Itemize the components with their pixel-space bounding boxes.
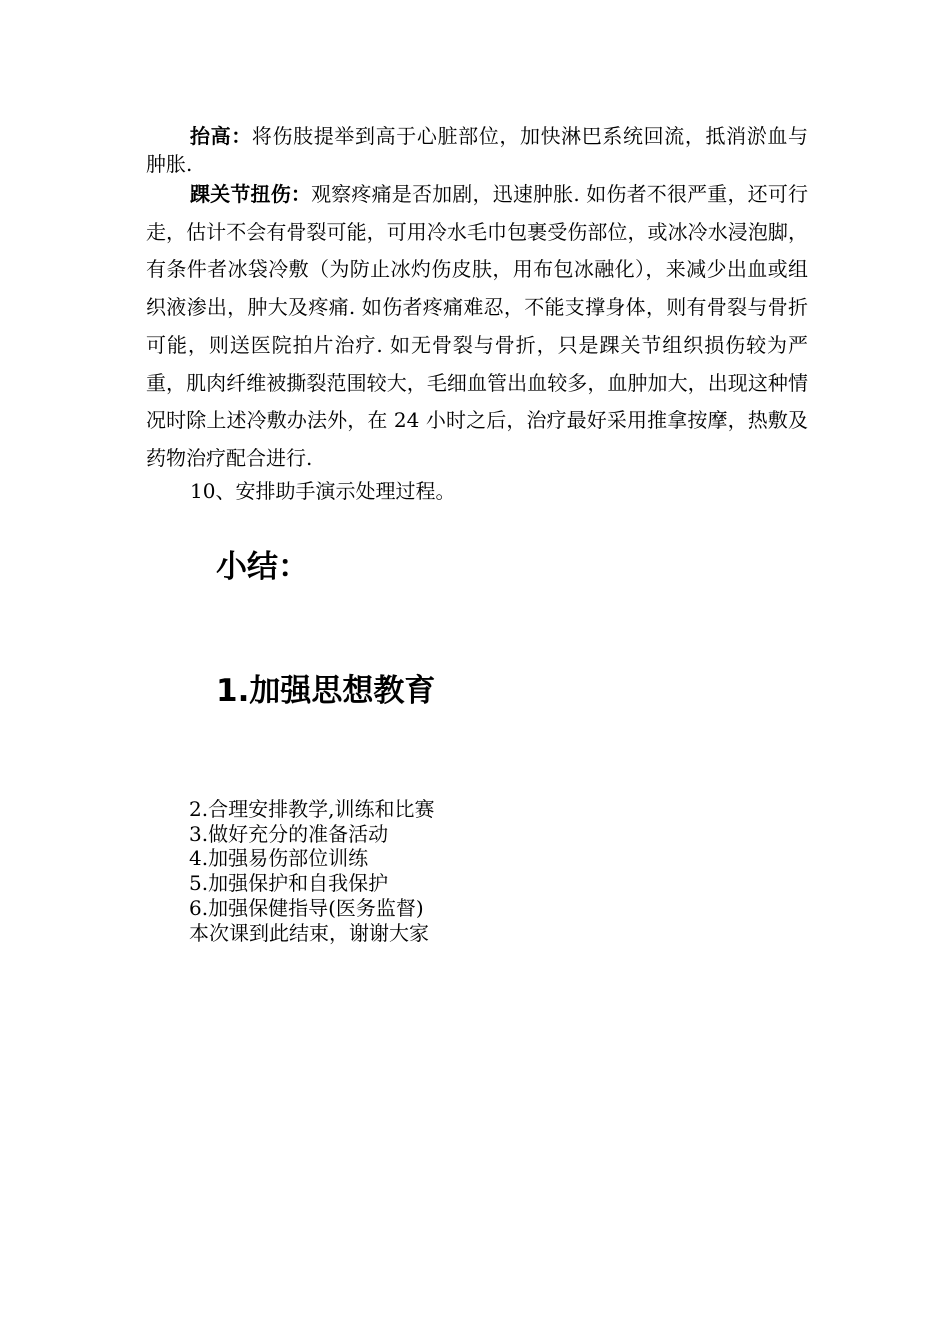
ankle-sprain-lead: 踝关节扭伤： [190, 182, 312, 206]
elevation-paragraph [146, 122, 808, 178]
first-point-heading: 1.加强思想教育 [216, 673, 436, 709]
list-item: 3.做好充分的准备活动 [189, 821, 389, 846]
elevation-text: 将伤肢提举到高于心脏部位，加快淋巴系统回流，抵消淤血与肿胀. [146, 124, 809, 176]
summary-points-list [189, 797, 434, 945]
ankle-sprain-paragraph [146, 176, 808, 478]
closing-line: 本次课到此结束，谢谢大家 [189, 920, 429, 945]
list-item: 2.合理安排教学,训练和比赛 [189, 797, 435, 821]
ankle-sprain-text: 观察疼痛是否加剧，迅速肿胀. 如伤者不很严重，还可行走，估计不会有骨裂可能，可用冷水毛巾包裹受伤部位，或冰冷水浸泡脚，有条件者冰袋冷敷（为防止冰灼伤皮肤，用布包冰融化），来减少出血或组织液渗出，肿大及疼痛. 如伤者疼痛难忍，不能支撑身体，则有骨裂与骨折可能，则送医院拍片治疗. 如无骨裂与骨折，只是踝关节组织损伤较为严重，肌肉纤维被撕裂范围较大，毛细血管出血较多，血肿加大，出现这种情况时除上述冷敷办法外，在 24 小时之后，治疗最好采用推拿按摩，热敷及药物治疗配合进行. [146, 182, 809, 470]
list-item: 6.加强保健指导(医务监督) [189, 895, 424, 920]
summary-heading: 小结： [216, 549, 309, 585]
elevation-lead: 抬高： [190, 124, 252, 148]
list-item: 4.加强易伤部位训练 [189, 846, 369, 871]
step-10-paragraph: 10、安排助手演示处理过程。 [190, 479, 456, 503]
list-item: 5.加强保护和自我保护 [189, 871, 389, 896]
